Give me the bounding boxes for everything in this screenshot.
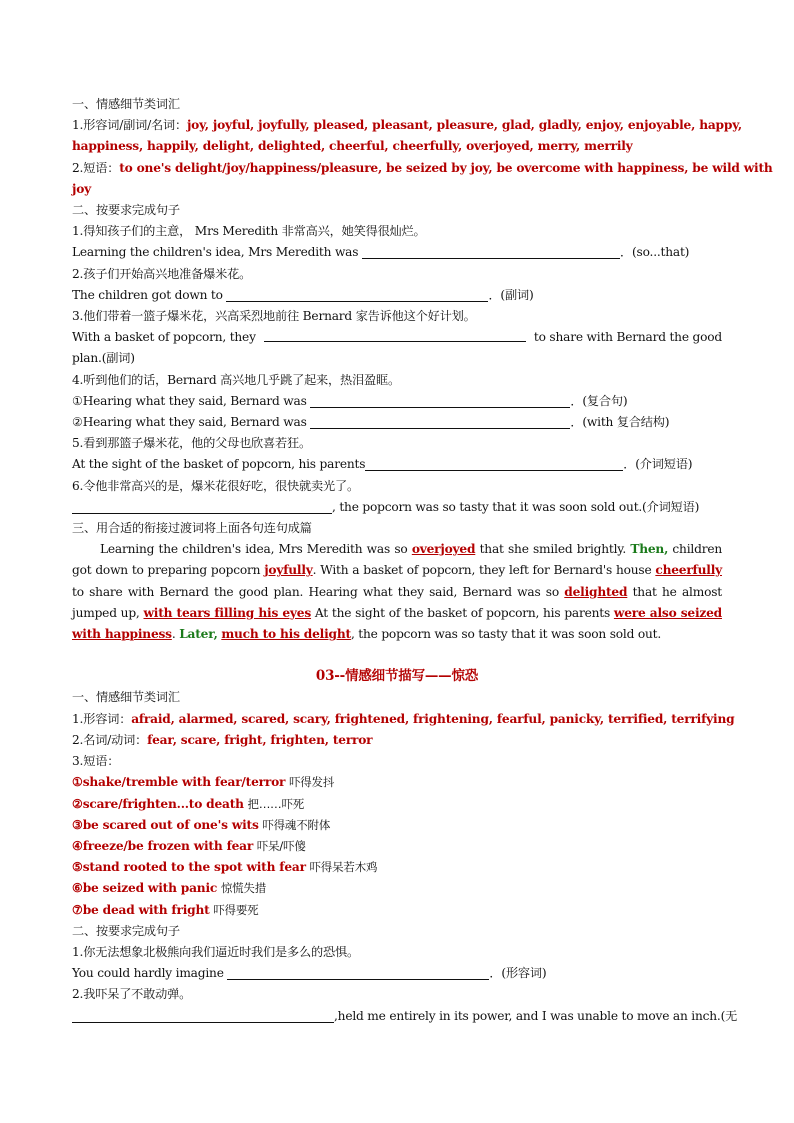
highlight-answer: were also seized with happiness xyxy=(72,605,722,642)
phrase-prefix: 2.短语： xyxy=(72,160,120,175)
phrase-words: joy xyxy=(72,181,92,196)
question-cn: 1.得知孩子们的主意， Mrs Meredith 非常高兴，她笑得很灿烂。 xyxy=(72,224,426,239)
section-heading: 二、按要求完成句子 xyxy=(72,923,180,938)
highlight-answer: joyfully xyxy=(264,563,313,578)
paragraph-text: that she smiled brightly. xyxy=(475,542,631,557)
phrase-cn: 吓得呆若木鸡 xyxy=(309,860,378,875)
question-cn: 2.我吓呆了不敢动弹。 xyxy=(72,987,192,1002)
question-en xyxy=(72,285,722,306)
phrase-en: ⑦be dead with fright xyxy=(72,902,210,917)
phrase-en: ④freeze/be frozen with fear xyxy=(72,838,254,853)
paragraph-text: . With a basket of popcorn, they left for Bernard's house xyxy=(312,563,656,578)
question-text: , the popcorn was so tasty that it was soon sold out.(介词短语) xyxy=(332,499,700,514)
vocab-line xyxy=(72,136,722,157)
question-text: ,held me entirely in its power, and I was unable to move an inch.(无 xyxy=(334,1008,738,1023)
paragraph-text: that he almost jumped up, xyxy=(72,584,722,620)
paragraph-text: children got down to preparing popcorn xyxy=(72,542,722,578)
vocab-line xyxy=(72,115,742,136)
phrase-cn: 吓得要死 xyxy=(213,902,259,917)
paragraph-text: . xyxy=(171,627,180,642)
question-text: You could hardly imagine xyxy=(72,966,224,981)
answer-blank[interactable] xyxy=(72,1008,334,1023)
phrase-en: ②scare/frighten...to death xyxy=(72,796,244,811)
question-en xyxy=(72,1006,738,1027)
answer-blank[interactable] xyxy=(310,393,570,408)
transition-word: Later, xyxy=(179,627,218,642)
paragraph-text: Learning the children's idea, Mrs Meredith was so xyxy=(100,542,412,557)
section-heading: 一、情感细节类词汇 xyxy=(72,97,180,111)
phrase-item xyxy=(72,836,722,857)
highlight-answer: much to his delight xyxy=(221,627,351,642)
question-hint: ．(介词短语) xyxy=(623,457,693,472)
question-en xyxy=(72,963,722,984)
vocab-line xyxy=(72,709,735,730)
question-hint: ．(复合句) xyxy=(570,393,628,408)
question-en xyxy=(72,242,722,263)
transition-word: Then, xyxy=(630,542,669,557)
answer-blank[interactable] xyxy=(365,456,623,471)
question-en xyxy=(72,327,722,348)
phrase-item xyxy=(72,772,722,793)
question-text: With a basket of popcorn, they xyxy=(72,330,256,345)
phrase-en: ③be scared out of one's wits xyxy=(72,817,259,832)
phrase-en: ⑤stand rooted to the spot with fear xyxy=(72,860,306,875)
highlight-answer: delighted xyxy=(564,584,628,599)
section-heading: 三、用合适的衔接过渡词将上面各句连句成篇 xyxy=(72,521,312,536)
question-text: Learning the children's idea, Mrs Meredith was xyxy=(72,245,359,260)
vocab-words: fear, scare, fright, frighten, terror xyxy=(147,732,373,747)
highlight-answer: overjoyed xyxy=(411,542,476,557)
question-en xyxy=(72,497,722,518)
question-text: ②Hearing what they said, Bernard was xyxy=(72,415,307,430)
vocab-prefix: 1.形容词/副词/名词： xyxy=(72,118,187,133)
question-hint: ．(so...that) xyxy=(620,245,690,260)
question-hint: ．(副词) xyxy=(488,287,534,302)
phrase-item xyxy=(72,815,722,836)
answer-blank[interactable] xyxy=(226,287,488,302)
phrase-cn: 吓呆/吓傻 xyxy=(256,838,306,853)
answer-blank[interactable] xyxy=(72,499,332,514)
vocab-words: joy, joyful, joyfully, pleased, pleasant, pleasure, glad, gladly, enjoy, enjoyable, happy, xyxy=(186,118,742,133)
phrase-item xyxy=(72,794,722,815)
question-cn: 2.孩子们开始高兴地准备爆米花。 xyxy=(72,266,252,281)
question-en xyxy=(72,454,722,475)
phrase-item xyxy=(72,900,722,921)
section-heading: 二、按要求完成句子 xyxy=(72,203,180,218)
question-text: At the sight of the basket of popcorn, his parents xyxy=(72,457,366,472)
question-cn: 1.你无法想象北极熊向我们逼近时我们是多么的恐惧。 xyxy=(72,944,359,959)
question-text: The children got down to xyxy=(72,287,223,302)
question-hint: ．(with 复合结构) xyxy=(570,415,670,430)
paragraph-text: At the sight of the basket of popcorn, his parents xyxy=(311,605,614,620)
paragraph-text: to share with Bernard the good plan. Hearing what they said, Bernard was so xyxy=(72,584,565,599)
phrase-item xyxy=(72,878,722,899)
paragraph-text: , the popcorn was so tasty that it was soon sold out. xyxy=(350,627,662,642)
phrase-cn: 吓得魂不附体 xyxy=(262,817,331,832)
answer-blank[interactable] xyxy=(362,244,620,259)
highlight-answer: with tears filling his eyes xyxy=(143,605,312,620)
document-page xyxy=(72,94,773,1027)
phrase-heading: 3.短语： xyxy=(72,754,120,769)
answer-blank[interactable] xyxy=(264,327,526,342)
vocab-prefix: 2.名词/动词： xyxy=(72,732,148,747)
section-heading: 一、情感细节类词汇 xyxy=(72,690,180,705)
phrase-cn: 把……吓死 xyxy=(247,796,305,811)
question-cn: 3.他们带着一篮子爆米花，兴高采烈地前往 Bernard 家告诉他这个好计划。 xyxy=(72,309,476,324)
question-en xyxy=(72,412,722,433)
phrase-cn: 惊慌失措 xyxy=(220,881,267,896)
question-text: to share with Bernard the good xyxy=(533,330,722,345)
section-title: 03--情感细节描写——惊恐 xyxy=(315,668,479,685)
question-cn: 4.听到他们的话，Bernard 高兴地几乎跳了起来，热泪盈眶。 xyxy=(72,372,400,387)
phrase-cn: 吓得发抖 xyxy=(288,775,335,790)
phrase-en: ①shake/tremble with fear/terror xyxy=(72,775,286,790)
question-en: plan.(副词) xyxy=(72,351,135,366)
phrase-item xyxy=(72,857,722,878)
answer-blank[interactable] xyxy=(310,414,570,429)
phrase-words: to one's delight/joy/happiness/pleasure, be seized by joy, be overcome with happiness, be wild with xyxy=(119,160,773,175)
question-cn: 5.看到那篮子爆米花，他的父母也欣喜若狂。 xyxy=(72,436,311,451)
phrase-line xyxy=(72,158,773,179)
highlight-answer: cheerfully xyxy=(655,563,722,578)
vocab-words: happiness, happily, delight, delighted, cheerful, cheerfully, overjoyed, merry, merrily xyxy=(72,139,633,154)
vocab-prefix: 1.形容词： xyxy=(72,711,132,726)
question-hint: ．(形容词) xyxy=(489,966,547,981)
vocab-line xyxy=(72,730,722,751)
phrase-en: ⑥be seized with panic xyxy=(72,881,218,896)
phrase-line xyxy=(72,179,722,200)
question-cn: 6.令他非常高兴的是，爆米花很好吃，很快就卖光了。 xyxy=(72,478,359,493)
question-text: ①Hearing what they said, Bernard was xyxy=(72,393,307,408)
question-en xyxy=(72,391,722,412)
model-paragraph xyxy=(72,539,722,645)
answer-blank[interactable] xyxy=(227,965,489,980)
vocab-words: afraid, alarmed, scared, scary, frightened, frightening, fearful, panicky, terrified, terrifying xyxy=(131,711,735,726)
